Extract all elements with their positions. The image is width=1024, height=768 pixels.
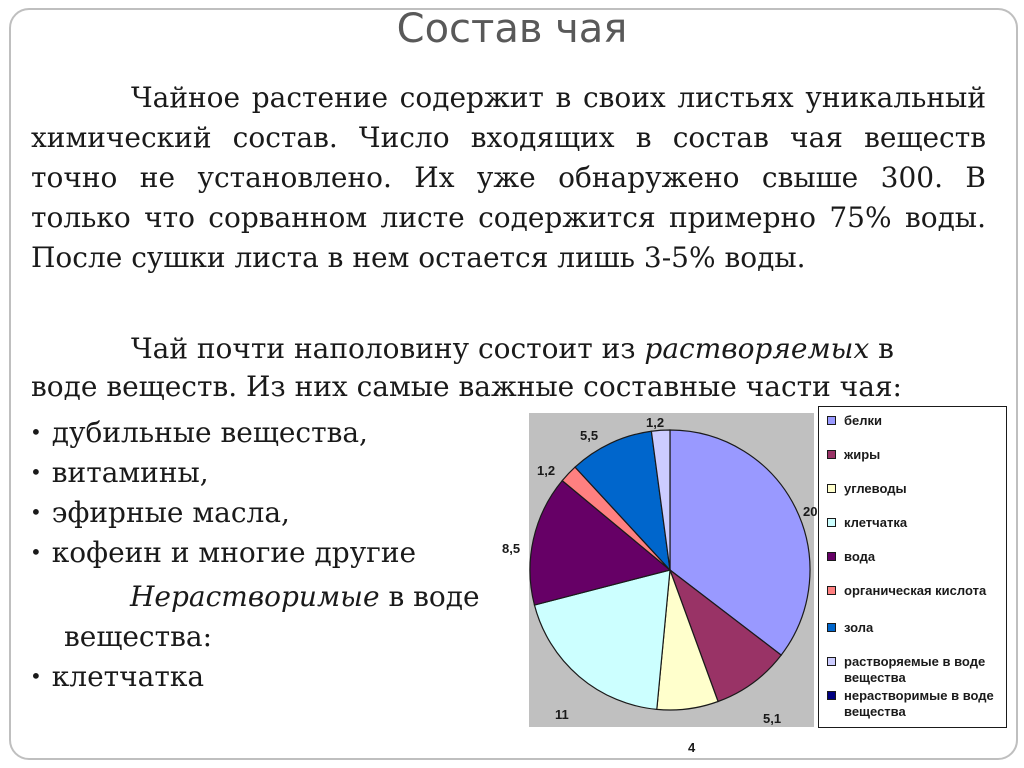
legend-label: белки xyxy=(844,413,883,428)
bullet-icon: • xyxy=(30,459,42,484)
insoluble-emphasis: Нерастворимые xyxy=(130,580,380,613)
legend-label: зола xyxy=(844,620,874,635)
pie-data-label: 5,5 xyxy=(580,428,599,443)
bullet-icon: • xyxy=(30,419,42,444)
legend-swatch xyxy=(827,450,836,459)
pie-data-label: 8,5 xyxy=(502,541,521,556)
list-item xyxy=(30,413,416,453)
pie-data-label: 1,2 xyxy=(646,415,665,430)
legend-label: органическая кислота xyxy=(844,583,987,598)
list-item-text: дубильные вещества, xyxy=(51,416,368,449)
legend-label: углеводы xyxy=(844,481,907,496)
insoluble-heading-rest: в воде xyxy=(379,580,480,613)
soluble-text-after: в воде веществ. Из них самые важные составные части чая: xyxy=(31,332,902,403)
insoluble-heading-line2: вещества: xyxy=(64,620,212,653)
pie-data-label: 11 xyxy=(555,707,569,722)
insoluble-heading xyxy=(130,577,480,617)
soluble-paragraph xyxy=(31,330,931,406)
legend-swatch xyxy=(827,657,836,666)
pie-data-label: 1,2 xyxy=(537,463,556,478)
pie-data-label: 20 xyxy=(803,504,818,519)
list-item-text: кофеин и многие другие xyxy=(51,536,417,569)
legend-label: жиры xyxy=(844,447,881,462)
pie-data-label: 5,1 xyxy=(763,711,782,726)
intro-paragraph: Чайное растение содержит в своих листьях уникальный химический состав. Число входящих в состав чая веществ точно не установлено. Их уже обнаружено свыше 300. В только что сорванном листе содержится примерно 75% воды. После сушки листа в нем остается лишь 3-5% воды. xyxy=(31,81,986,274)
soluble-list xyxy=(30,413,416,573)
chart-legend xyxy=(818,406,1007,728)
bullet-icon: • xyxy=(30,499,42,524)
legend-swatch xyxy=(827,691,836,700)
list-item xyxy=(30,493,416,533)
legend-swatch xyxy=(827,484,836,493)
soluble-emphasis: растворяемых xyxy=(644,332,870,365)
bullet-icon: • xyxy=(30,539,42,564)
list-item-text: клетчатка xyxy=(51,660,205,693)
legend-swatch xyxy=(827,586,836,595)
pie-chart xyxy=(529,413,814,727)
soluble-text-before: Чай почти наполовину состоит из xyxy=(131,332,645,365)
legend-label: вода xyxy=(844,549,876,564)
legend-label: нерастворимые в воде вещества xyxy=(844,688,994,719)
pie-data-label: 4 xyxy=(688,740,696,755)
legend-swatch xyxy=(827,416,836,425)
legend-label: клетчатка xyxy=(844,515,908,530)
pie-chart-plot-area xyxy=(529,413,814,727)
legend-swatch xyxy=(827,623,836,632)
list-item-text: витамины, xyxy=(51,456,209,489)
legend-swatch xyxy=(827,518,836,527)
slide-title: Состав чая xyxy=(396,6,628,52)
legend-label: растворяемые в воде вещества xyxy=(844,654,986,685)
legend-swatch xyxy=(827,552,836,561)
list-item xyxy=(30,533,416,573)
list-item xyxy=(30,453,416,493)
list-item-text: эфирные масла, xyxy=(51,496,290,529)
insoluble-list-item xyxy=(30,657,204,699)
bullet-icon: • xyxy=(30,664,42,688)
